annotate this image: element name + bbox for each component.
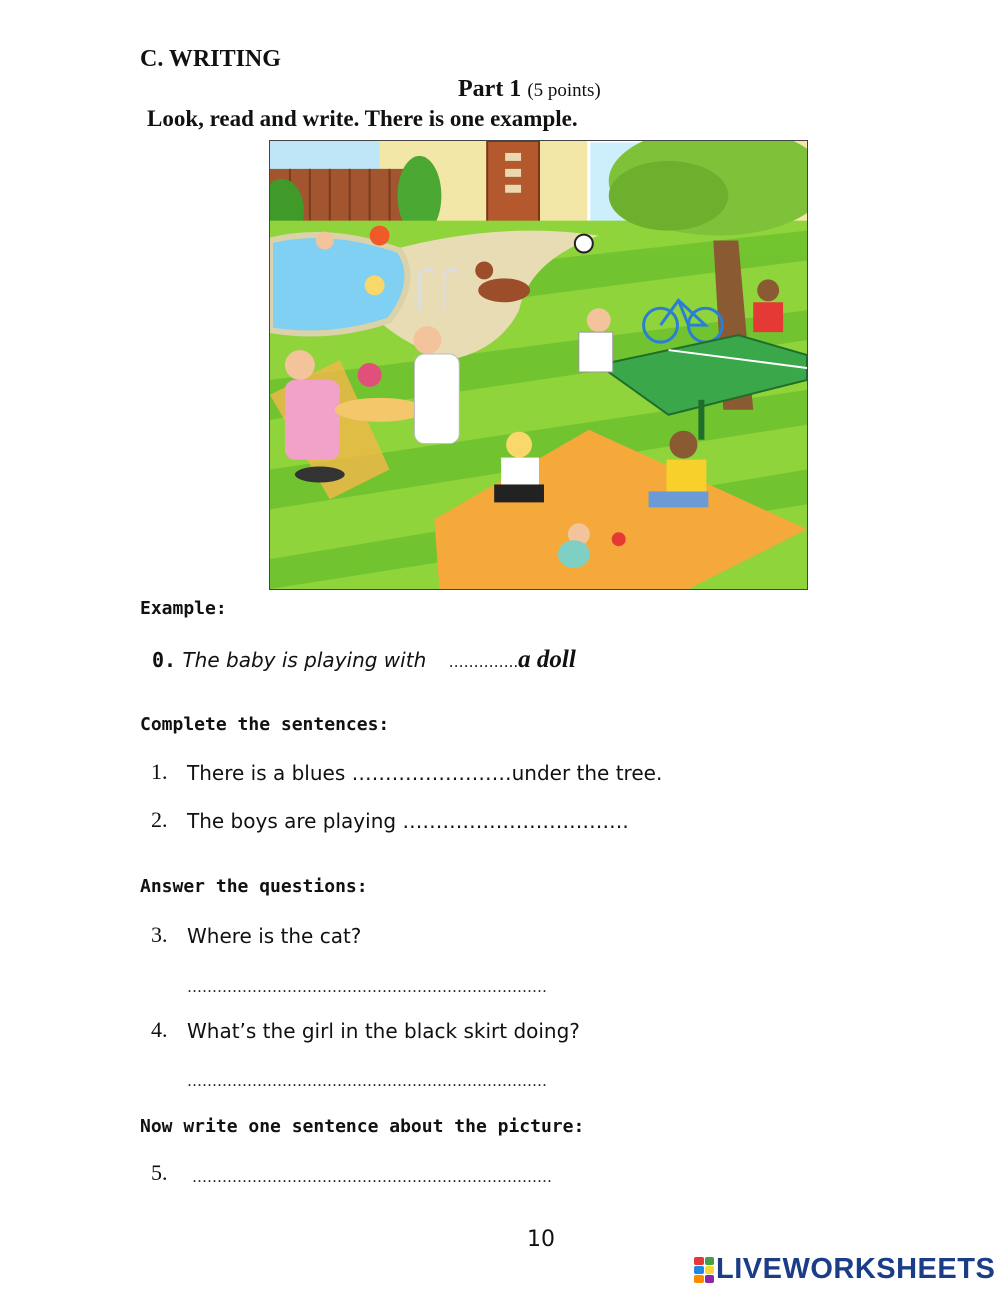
- answer-3-line[interactable]: ………………………………………………………………: [187, 978, 547, 996]
- question-number: 2.: [151, 807, 168, 832]
- liveworksheets-brand: [694, 1253, 995, 1286]
- question-3-text: Where is the cat?: [187, 924, 362, 948]
- example-sentence: The baby is playing with: [182, 648, 427, 672]
- brand-text: LIVEWORKSHEETS: [716, 1253, 996, 1285]
- pool: [270, 235, 407, 334]
- question-4-text: What’s the girl in the black skirt doing?: [187, 1019, 580, 1043]
- logo-block: [694, 1266, 704, 1274]
- logo-block: [694, 1275, 704, 1283]
- doll: [612, 532, 626, 546]
- now-heading: Now write one sentence about the picture:: [140, 1116, 585, 1137]
- example-answer: a doll: [518, 646, 576, 673]
- question-number: 5.: [151, 1160, 168, 1185]
- logo-block: [694, 1257, 704, 1265]
- section-title: C. WRITING: [140, 46, 281, 72]
- woman-white-dress: [413, 326, 441, 354]
- instruction: Look, read and write. There is one example.: [147, 106, 578, 131]
- boy-sitting: [670, 431, 698, 459]
- answer-heading: Answer the questions:: [140, 876, 368, 897]
- complete-heading: Complete the sentences:: [140, 714, 390, 735]
- question-number: 1.: [151, 759, 168, 784]
- boy-ping-pong: [587, 308, 611, 332]
- part-label: Part 1: [458, 76, 522, 102]
- part-title: [458, 76, 601, 103]
- logo-block: [705, 1275, 715, 1283]
- example-number: 0.: [152, 648, 177, 672]
- question-1-text: There is a blues ……………………under the tree.: [187, 761, 663, 785]
- girl-swimming: [316, 232, 334, 250]
- liveworksheets-logo-icon: [694, 1257, 714, 1283]
- logo-block: [705, 1266, 715, 1274]
- example-line: [152, 646, 576, 674]
- flowers: [358, 363, 382, 387]
- garden-table: [335, 398, 425, 422]
- boy-ping-pong: [757, 279, 779, 301]
- cat: [295, 467, 345, 483]
- dog: [478, 278, 530, 302]
- page-number: 10: [527, 1227, 555, 1252]
- example-dots: …………..: [448, 653, 519, 671]
- garden-scene-illustration: [269, 140, 808, 590]
- question-number: 4.: [151, 1017, 168, 1042]
- football: [575, 235, 593, 253]
- answer-5-line[interactable]: ………………………………………………………………: [192, 1168, 552, 1186]
- woman-pink-dress: [285, 350, 315, 380]
- girl-black-skirt: [506, 432, 532, 458]
- answer-4-line[interactable]: ………………………………………………………………: [187, 1072, 547, 1090]
- question-number: 3.: [151, 922, 168, 947]
- logo-block: [705, 1257, 715, 1265]
- question-2-text: The boys are playing …………………………….: [187, 809, 629, 833]
- example-heading: Example:: [140, 598, 227, 619]
- part-points: (5 points): [527, 80, 601, 101]
- boy-swimming: [365, 275, 385, 295]
- beach-ball: [370, 226, 390, 246]
